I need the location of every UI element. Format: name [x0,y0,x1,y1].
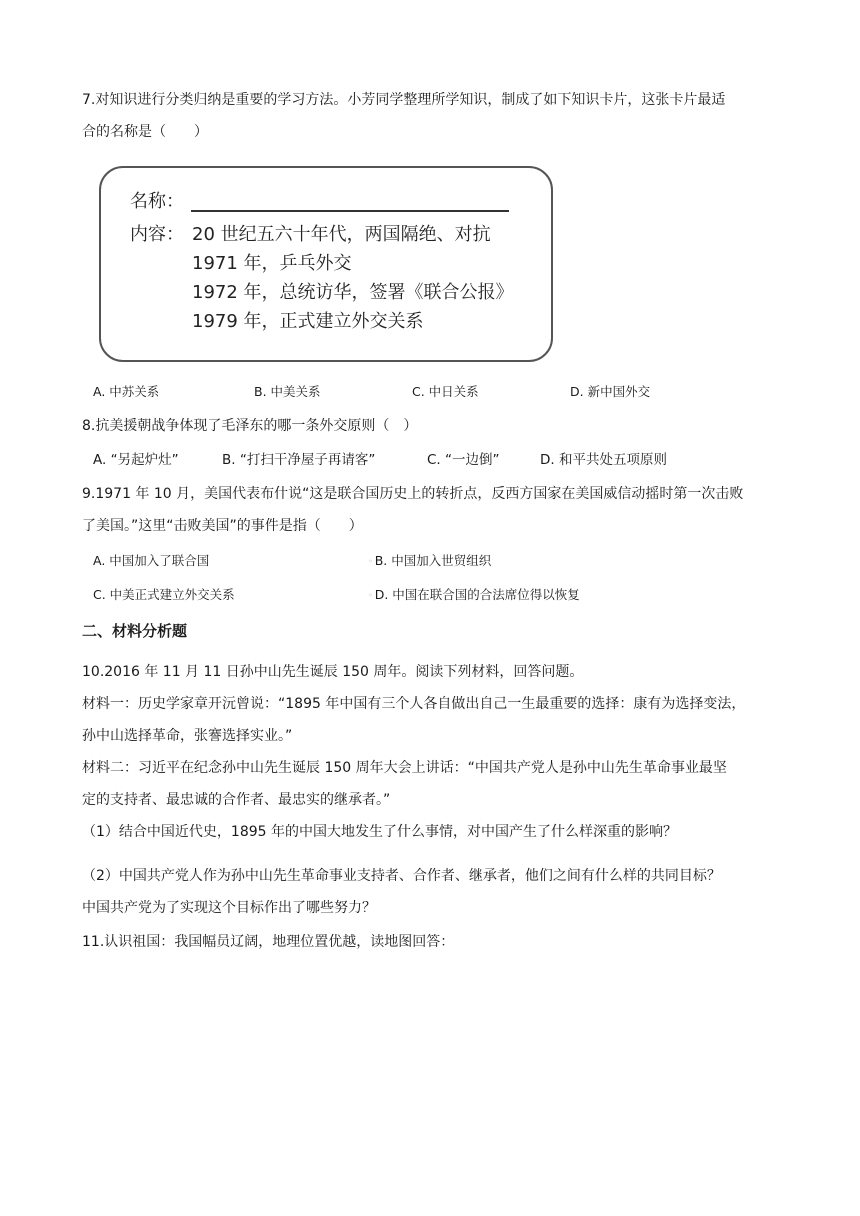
q8-option-a[interactable]: A. “另起炉灶” [93,452,179,468]
q10-sub1: （1）结合中国近代史，1895 年的中国大地发生了什么事情，对中国产生了什么样深重的影响？ [82,824,677,840]
section-title: 二、材料分析题 [82,622,188,640]
q9-stem-line2: 了美国。”这里“击败美国”的事件是指（ ） [82,518,363,534]
q10-stem: 10.2016 年 11 月 11 日孙中山先生诞辰 150 周年。阅读下列材料，回答问题。 [82,664,584,680]
q7-option-c[interactable]: C. 中日关系 [412,384,479,399]
q9-option-d-text: D. 中国在联合国的合法席位得以恢复 [374,587,580,602]
card-name-blank [191,210,509,212]
q9-option-d[interactable] [368,586,580,605]
q10-sub2-line2: 中国共产党为了实现这个目标作出了哪些努力？ [82,900,376,916]
q7-option-b[interactable]: B. 中美关系 [254,384,321,399]
q10-material1-line1: 材料一：历史学家章开沅曾说：“1895 年中国有三个人各自做出自己一生最重要的选择：康有为选择变法， [82,696,746,712]
bullet-dot-icon: ◦ [368,590,373,600]
q7-option-d[interactable]: D. 新中国外交 [570,384,651,399]
q9-option-c[interactable]: C. 中美正式建立外交关系 [93,587,235,602]
card-name-label: 名称： [130,191,184,212]
q7-option-a[interactable]: A. 中苏关系 [93,384,160,399]
q10-material1-line2: 孙中山选择革命，张謇选择实业。” [82,728,293,744]
bullet-dot-icon: ◦ [368,556,373,566]
card-row-4: 1979 年，正式建立外交关系 [192,311,424,332]
q9-stem-line1: 9.1971 年 10 月，美国代表布什说“这是联合国历史上的转折点，反西方国家在美国威信动摇时第一次击败 [82,486,744,502]
card-row-1: 20 世纪五六十年代，两国隔绝、对抗 [192,224,491,245]
q11-stem: 11.认识祖国：我国幅员辽阔，地理位置优越，读地图回答： [82,934,455,950]
q8-option-c[interactable]: C. “一边倒” [427,452,500,468]
q8-option-d[interactable]: D. 和平共处五项原则 [540,452,667,468]
q10-material2-line2: 定的支持者、最忠诚的合作者、最忠实的继承者。” [82,792,391,808]
q7-stem-line2: 合的名称是（ ） [82,124,208,140]
card-row-3: 1972 年，总统访华，签署《联合公报》 [192,282,514,303]
q9-option-b[interactable] [368,552,491,571]
q8-option-b[interactable]: B. “打扫干净屋子再请客” [222,452,376,468]
q7-stem-line1: 7.对知识进行分类归纳是重要的学习方法。小芳同学整理所学知识，制成了如下知识卡片，这张卡片最适 [82,92,726,108]
card-row-2: 1971 年，乒乓外交 [192,253,352,274]
q9-option-b-text: B. 中国加入世贸组织 [374,553,492,568]
q10-sub2-line1: （2）中国共产党人作为孙中山先生革命事业支持者、合作者、继承者，他们之间有什么样的共同目标？ [82,868,721,884]
q10-material2-line1: 材料二：习近平在纪念孙中山先生诞辰 150 周年大会上讲话：“中国共产党人是孙中山先生革命事业最坚 [82,760,727,776]
q9-option-a[interactable]: A. 中国加入了联合国 [93,553,210,568]
card-content-label: 内容： [130,224,184,245]
q8-stem: 8.抗美援朝战争体现了毛泽东的哪一条外交原则（ ） [82,418,418,434]
